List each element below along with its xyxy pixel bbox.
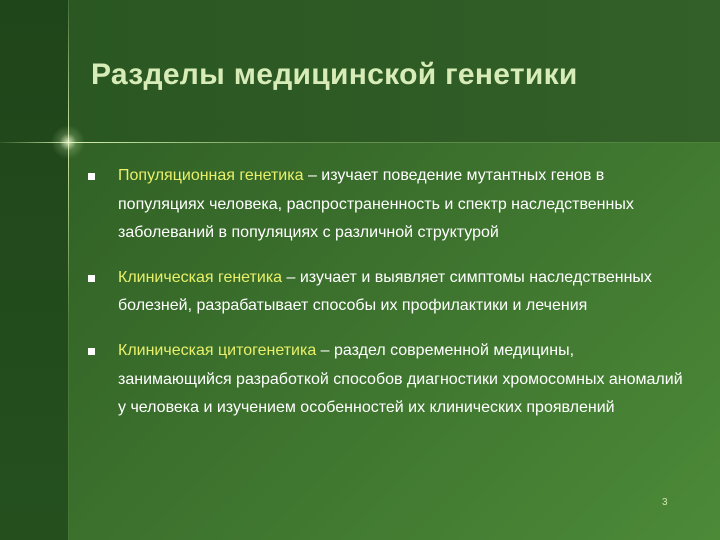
- list-item: [84, 264, 684, 321]
- item-text: – изучает и выявляет симптомы наследственных болезней, разрабатывает способы их профилактики и лечения: [118, 268, 652, 315]
- page-number: 3: [662, 497, 668, 508]
- item-text: – изучает поведение мутантных генов в популяциях человека, распространенность и спектр наследственных заболеваний в популяциях с различной структурой: [118, 167, 634, 242]
- list-item: [84, 162, 684, 248]
- item-term: Популяционная генетика: [118, 167, 304, 184]
- square-bullet-icon: [88, 173, 95, 180]
- sparkle-decor: [48, 122, 88, 162]
- horizontal-decor-line: [0, 142, 720, 143]
- vertical-decor-line: [68, 0, 69, 540]
- square-bullet-icon: [88, 348, 95, 355]
- left-decor-band: [0, 0, 68, 540]
- item-text: – раздел современной медицины, занимающийся разработкой способов диагностики хромосомных аномалий у человека и изучением особенностей их клинических проявлений: [118, 341, 683, 417]
- item-term: Клиническая цитогенетика: [118, 341, 317, 359]
- list-item: [84, 337, 684, 423]
- item-term: Клиническая генетика: [118, 268, 283, 286]
- slide-title: Разделы медицинской генетики: [91, 58, 578, 91]
- bullet-list: [84, 162, 684, 439]
- square-bullet-icon: [88, 275, 95, 282]
